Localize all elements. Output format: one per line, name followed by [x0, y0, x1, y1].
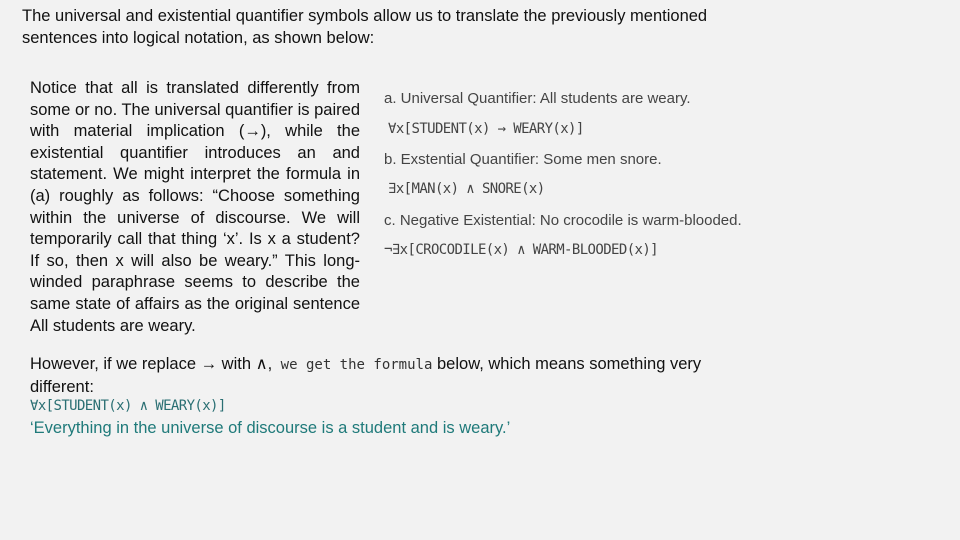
explanation-paragraph: Notice that all is translated differently from some or no. The universal quantifier is paired with material implication (→), while the existential quantifier introduces an and statement. We might interpret the formula in (a) roughly as follows: “Choose something within the universe of discourse. We will temporarily call that thing ‘x’. Is x a student? If so, then x will also be weary.” This long-winded paraphrase seems to describe the same state of affairs as the original sentence All students are weary. — [30, 79, 360, 335]
example-b-label: b. Exstential Quantifier: Some men snore. — [384, 151, 662, 168]
however-paragraph — [30, 354, 730, 398]
example-a-label: a. Universal Quantifier: All students are weary. — [384, 90, 691, 107]
bottom-quote: ‘Everything in the universe of discourse is a student and is weary.’ — [30, 419, 511, 437]
bottom-formula: ∀x[STUDENT(x) ∧ WEARY(x)] — [30, 398, 226, 414]
example-c-label: c. Negative Existential: No crocodile is warm-blooded. — [384, 212, 742, 229]
example-a-formula: ∀x[STUDENT(x) → WEARY(x)] — [388, 121, 584, 137]
intro-text: The universal and existential quantifier symbols allow us to translate the previously mentioned sentences into logical notation, as shown below: — [22, 7, 708, 47]
however-prefix: However, if we replace → with ∧, — [30, 355, 273, 373]
however-suffix: below, which means something very different: — [30, 355, 702, 396]
example-c-formula: ¬∃x[CROCODILE(x) ∧ WARM-BLOODED(x)] — [384, 242, 659, 258]
however-mono: we get the formula — [272, 357, 433, 373]
example-b-formula: ∃x[MAN(x) ∧ SNORE(x) — [388, 181, 545, 197]
